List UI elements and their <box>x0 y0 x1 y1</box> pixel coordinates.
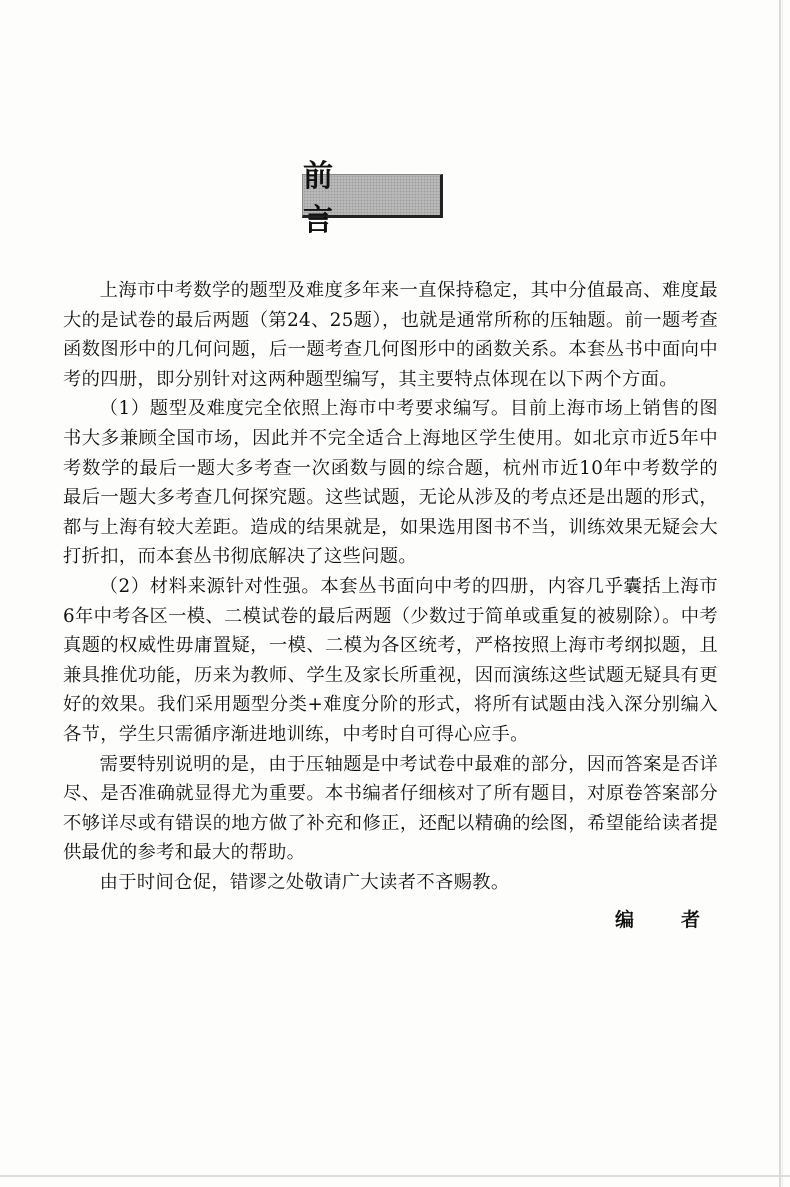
page-edge-shadow <box>779 0 781 1187</box>
paragraph-intro: 上海市中考数学的题型及难度多年来一直保持稳定，其中分值最高、难度最大的是试卷的最后两题（第24、25题），也就是通常所称的压轴题。前一题考查函数图形中的几何问题，后一题考查几何图形中的函数关系。本套丛书中面向中考的四册，即分别针对这两种题型编写，其主要特点体现在以下两个方面。 <box>63 280 718 390</box>
paragraph-point-1: （1）题型及难度完全依照上海市中考要求编写。目前上海市场上销售的图书大多兼顾全国市场，因此并不完全适合上海地区学生使用。如北京市近5年中考数学的最后一题大多考查一次函数与圆的综合题，杭州市近10年中考数学的最后一题大多考查几何探究题。这些试题，无论从涉及的考点还是出题的形式，都与上海有较大差距。造成的结果就是，如果选用图书不当，训练效果无疑会大打折扣，而本套丛书彻底解决了这些问题。 <box>63 398 718 568</box>
page-bottom-edge <box>0 1175 790 1177</box>
preface-body <box>63 276 718 897</box>
editor-signature: 编 者 <box>615 909 715 931</box>
page-edge-shadow-light <box>782 0 783 1187</box>
paragraph-note: 需要特别说明的是，由于压轴题是中考试卷中最难的部分，因而答案是否详尽、是否准确就显得尤为重要。本书编者仔细核对了所有题目，对原卷答案部分不够详尽或有错误的地方做了补充和修正，还配以精确的绘图，希望能给读者提供最优的参考和最大的帮助。 <box>63 753 718 864</box>
preface-title: 前 言 <box>303 159 427 238</box>
preface-title-box <box>302 159 443 238</box>
paragraph-point-2: （2）材料来源针对性强。本套丛书面向中考的四册，内容几乎囊括上海市6年中考各区一模、二模试卷的最后两题（少数过于简单或重复的被剔除）。中考真题的权威性毋庸置疑，一模、二模为各区统考，严格按照上海市考纲拟题，且兼具推优功能，历来为教师、学生及家长所重视，因而演练这些试题无疑具有更好的效果。我们采用题型分类+难度分阶的形式，将所有试题由浅入深分别编入各节，学生只需循序渐进地训练，中考时自可得心应手。 <box>63 575 718 745</box>
paragraph-closing: 由于时间仓促，错谬之处敬请广大读者不吝赐教。 <box>99 871 510 893</box>
